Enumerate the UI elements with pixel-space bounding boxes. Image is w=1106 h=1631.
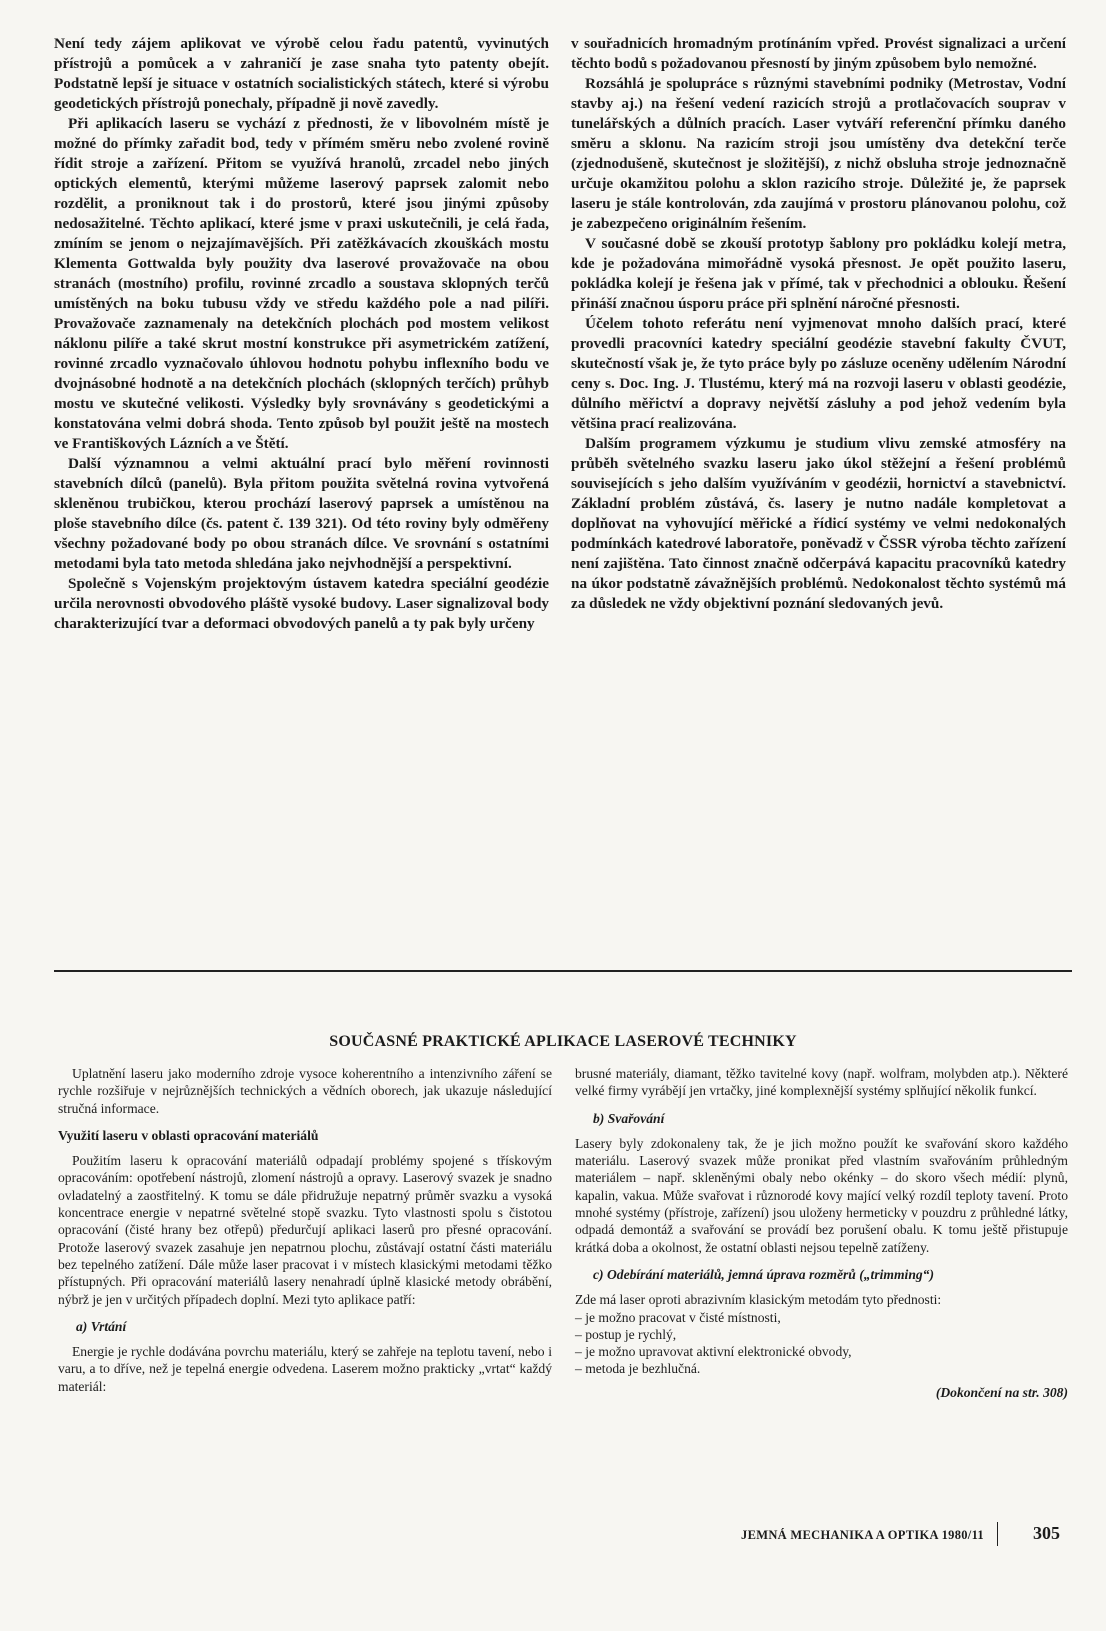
paragraph: Společně s Vojenským projektovým ústavem katedra speciální geodézie určila nerovnosti obvodového pláště vysoké budovy. Laser signalizoval body charakterizující tvar a deformaci obvodových panelů a ty pak byly určeny	[54, 575, 549, 632]
paragraph: Energie je rychle dodávána povrchu materiálu, který se zahřeje na teplotu tavení, nebo i varu, a to dříve, než je tepelná energie odvedena. Laserem možno prakticky „vrtat“ každý materiál:	[58, 1344, 552, 1394]
paragraph: Účelem tohoto referátu není vyjmenovat mnoho dalších prací, které provedli pracovníci katedry speciální geodézie stavební fakulty ČVUT, skutečností však je, že tyto práce byly po zásluze oceněny udělením Národní ceny s. Doc. Ing. J. Tlustému, který má na rozvoji laseru v oblasti geodézie, důlního měřictví a dopravy největší zásluhy a pod jehož vedením byla většina prací realizována.	[571, 315, 1066, 432]
paragraph: brusné materiály, diamant, těžko tavitelné kovy (např. wolfram, molybden atp.). Některé velké firmy vyrábějí jen vrtačky, jiné komplexnější systémy splňující několik funkcí.	[575, 1066, 1068, 1099]
top-left-column	[54, 34, 549, 634]
subsection-heading: a) Vrtání	[76, 1318, 127, 1334]
bottom-right-column	[575, 1065, 1068, 1401]
paragraph: Není tedy zájem aplikovat ve výrobě celou řadu patentů, vyvinutých přístrojů a pomůcek a v zahraničí je zase snaha tyto patenty obejít. Podstatně lepší je situace v ostatních socialistických státech, které si výrobu geodetických přístrojů ponechaly, případně ji nově zavedly.	[54, 35, 549, 112]
list-item: – je možno pracovat v čisté místnosti,	[575, 1309, 781, 1325]
top-right-column	[571, 34, 1066, 614]
paragraph: Použitím laseru k opracování materiálů odpadají problémy spojené s třískovým opracováním: opotřebení nástrojů, zlomení nástrojů a opravy. Laserový svazek je snadno ovladatelný a zaostřitelný. K tomu se dále přidružuje nepatrný průměr svazku a vysoká koncentrace energie v nepatrné světelné stopě svazku. Tyto vlastnosti spolu s čistotou opracování (čisté hrany bez otřepů) předurčují aplikaci laserů pro přesné opracování. Protože laserový svazek zasahuje jen nepatrnou plochu, zůstávají ostatní části materiálu bez tepelného zatížení. Dále může laser pracovat i v místech klasickými metodami těžko přístupných. Při opracování materiálů lasery nenahradí úplně klasické metody obrábění, nýbrž je jen v určitých případech doplní. Mezi tyto aplikace patří:	[58, 1153, 552, 1307]
paragraph: v souřadnicích hromadným protínáním vpřed. Provést signalizaci a určení těchto bodů s požadovanou přesností by jiným způsobem bylo nemožné.	[571, 35, 1066, 72]
paragraph: Rozsáhlá je spolupráce s různými stavebními podniky (Metrostav, Vodní stavby aj.) na řešení vedení razicích strojů a protlačovacích souprav v tunelářských a důlních pracích. Laser vytváří referenční přímku daného směru a sklonu. Na razicím stroji jsou umístěny dva detekční terče (zjednodušeně, skutečnost je složitější), z nichž obsluha stroje jednoznačně určuje okamžitou polohu a sklon razicího stroje. Důležité je, že paprsek laseru je stále kontrolován, zda zaujímá v prostoru plánovanou polohu, což je zabezpečeno originálním řešením.	[571, 75, 1066, 232]
section-divider	[54, 970, 1072, 972]
intro-paragraph: Uplatnění laseru jako moderního zdroje vysoce koherentního a intenzivního záření se rychle rozšiřuje v nejrůznějších technických a vědních oborech, jak ukazuje následující stručná informace.	[58, 1066, 552, 1116]
page-number: 305	[1033, 1523, 1060, 1543]
paragraph: Lasery byly zdokonaleny tak, že je jich možno použít ke svařování skoro každého materiálu. Laserový svazek může pronikat před vlastním svařováním průhledným materiálem – např. skleněnými obaly nebo okénky – do skoro všech médií: plynů, kapalin, vakua. Může svařovat i různorodé kovy mající velký rozdíl teploty tavení. Proto mnohé systémy (přístroje, zařízení) jsou uloženy hermeticky v pouzdru z průhledné látky, odpadá demontáž a svařování se provádí bez porušení obalu. K tomu ještě přistupuje krátká doba a okolnost, že ostatní oblasti nejsou tepelně zatíženy.	[575, 1135, 1068, 1255]
paragraph: Další významnou a velmi aktuální prací bylo měření rovinnosti stavebních dílců (panelů). Byla přitom použita světelná rovina vytvořená skleněnou trubičkou, kterou prochází laserový paprsek a umístěnou na ploše stavebního dílce (čs. patent č. 139 321). Od této roviny byly odměřeny všechny požadované body po obou stranách dílce. Ve srovnání s ostatními metodami byla tato metoda shledána jako nejvhodnější a perspektivní.	[54, 455, 549, 572]
footer-separator	[997, 1522, 999, 1546]
subsection-heading: b) Svařování	[593, 1110, 665, 1126]
page-footer	[700, 1522, 1072, 1546]
paragraph: Zde má laser oproti abrazivním klasickým metodám tyto přednosti:	[575, 1292, 942, 1308]
list-item: – postup je rychlý,	[575, 1326, 677, 1342]
journal-name: JEMNÁ MECHANIKA A OPTIKA 1980/11	[741, 1528, 984, 1542]
continuation-note: (Dokončení na str. 308)	[935, 1384, 1068, 1400]
bottom-left-column	[58, 1065, 552, 1395]
paragraph: Při aplikacích laseru se vychází z přednosti, že v libovolném místě je možné do přímky zařadit bod, tedy v přímém směru nebo zvolené rovině řídit stroje a zařízení. Přitom se využívá hranolů, zrcadel nebo jiných optických elementů, kterými můžeme laserový paprsek zalomit nebo rozdělit, a proniknout tak i do prostorů, které jsou jinými způsoby nedosažitelné. Těchto aplikací, které jsme v praxi uskutečnili, je celá řada, zmíním se jenom o nejzajímavějších. Při zatěžkávacích zkouškách mostu Klementa Gottwalda byly použity dva laserové provažovače na obou stranách (mostního) profilu, rovinné zrcadlo a soustava sklopných terčů umístěných na boku tubusu vždy ve středu každého pole a nad pilíři. Provažovače zaznamenaly na detekčních plochách pod mostem velikost náklonu pilíře a také skrut mostní konstrukce při asymetrickém zatížení, rovinné zrcadlo vyznačovalo úhlovou hodnotu pohybu inflexního bodu ve dvojnásobné hodnotě a na detekčních plochách (sklopných terčích) průhyb mostu ve skutečné velikosti. Výsledky byly srovnávány s geodetickými a konstatována velmi dobrá shoda. Tento způsob byl použit ještě na mostech ve Františkových Lázních a ve Štětí.	[54, 115, 549, 452]
subsection-heading: c) Odebírání materiálů, jemná úprava rozměrů („trimming“)	[593, 1266, 934, 1282]
paragraph: Dalším programem výzkumu je studium vlivu zemské atmosféry na průběh světelného svazku laseru jako úkol stěžejní a řešení problémů souvisejících s jeho dalším využíváním v geodézii, hornictví a stavebnictví. Základní problém zůstává, čs. lasery je nutno nadále kompletovat a doplňovat na vyhovující měřické a řídicí systémy ve velmi nedokonalých podmínkách katedrové laboratoře, poněvadž v ČSSR výroba těchto zařízení není zajištěna. Tato činnost značně odčerpává kapacitu pracovníků katedry na úkor podstatně závažnějších problémů. Nedokonalost těchto systémů má za důsledek ne vždy objektivní poznání sledovaných jevů.	[571, 435, 1066, 612]
section-heading: Využití laseru v oblasti opracování materiálů	[58, 1127, 319, 1143]
list-item: – metoda je bezhlučná.	[575, 1361, 701, 1377]
article-title: SOUČASNÉ PRAKTICKÉ APLIKACE LASEROVÉ TECHNIKY	[329, 1033, 797, 1050]
list-item: – je možno upravovat aktivní elektronické obvody,	[575, 1344, 852, 1360]
paragraph: V současné době se zkouší prototyp šablony pro pokládku kolejí metra, kde je požadována mimořádně vysoká přesnost. Je opět použito laseru, pokládka kolejí je řešena jak v přímé, tak v přechodnici a oblouku. Řešení přináší značnou úsporu práce při splnění náročné přesnosti.	[571, 235, 1066, 312]
advantages-list	[575, 1309, 1068, 1378]
